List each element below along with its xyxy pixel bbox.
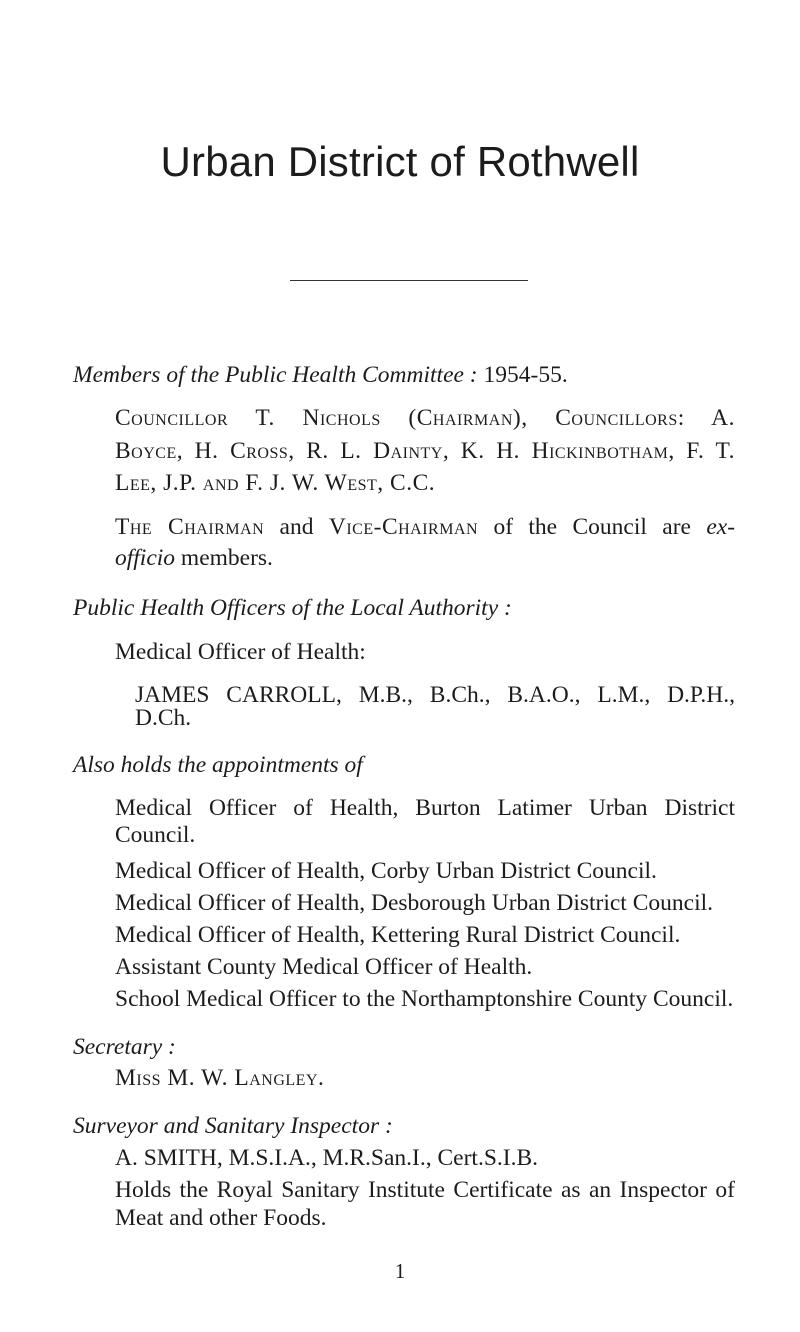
appointment-item: Medical Officer of Health, Desborough Urban District Council.	[115, 890, 713, 916]
committee-year: 1954-55.	[483, 362, 568, 388]
ex-officio-line-1	[115, 512, 735, 542]
page-number: 1	[394, 1259, 406, 1283]
surveyor-name	[115, 1143, 538, 1173]
committee-members-line-2: Boyce, H. Cross, R. L. Dainty, K. H. Hickinbotham, F. T.	[115, 438, 735, 464]
title-divider	[290, 280, 528, 281]
officers-heading: Public Health Officers of the Local Authority :	[73, 595, 512, 621]
ex-officio-chairman: The Chairman	[115, 514, 265, 540]
ex-officio-italic-a: ex-	[706, 514, 736, 540]
moh-name-line-1: JAMES CARROLL, M.B., B.Ch., B.A.O., L.M., D.P.H.,	[135, 682, 735, 708]
secretary-name: Miss M. W. Langley.	[115, 1065, 325, 1091]
ex-officio-line-2	[115, 543, 273, 573]
appointment-item: Medical Officer of Health, Corby Urban District Council.	[115, 858, 657, 884]
page-title: Urban District of Rothwell	[160, 138, 640, 185]
appointment-item: Medical Officer of Health, Kettering Rural District Council.	[115, 922, 681, 948]
ex-officio-vice-chairman: Vice-Chairman	[328, 514, 479, 540]
ex-officio-text: of the Council are	[478, 514, 707, 540]
surveyor-note-line-2: Meat and other Foods.	[115, 1205, 327, 1231]
secretary-heading: Secretary :	[73, 1034, 176, 1060]
appointments-heading: Also holds the appointments of	[73, 752, 363, 778]
committee-members-line-1: Councillor T. Nichols (Chairman), Councillors: A.	[115, 405, 735, 431]
moh-label: Medical Officer of Health:	[115, 639, 366, 665]
appointment-item: School Medical Officer to the Northamptonshire County Council.	[115, 986, 734, 1012]
surveyor-note-line-1: Holds the Royal Sanitary Institute Certificate as an Inspector of	[115, 1177, 735, 1203]
appointment-item: Medical Officer of Health, Burton Latimer Urban District	[115, 795, 735, 821]
appointment-item: Council.	[115, 822, 196, 848]
surveyor-name-text: A. SMITH, M.S.I.A., M.R.San.I., Cert.S.I.B.	[115, 1145, 539, 1171]
ex-officio-and: and	[264, 514, 329, 540]
committee-members-line-3: Lee, J.P. and F. J. W. West, C.C.	[115, 470, 436, 496]
committee-heading-text: Members of the Public Health Committee :	[73, 362, 478, 388]
committee-heading	[73, 360, 568, 390]
moh-name-line-2: D.Ch.	[135, 705, 192, 731]
appointment-item: Assistant County Medical Officer of Health.	[115, 954, 533, 980]
surveyor-heading: Surveyor and Sanitary Inspector :	[73, 1113, 393, 1139]
ex-officio-members: members.	[175, 545, 273, 571]
ex-officio-italic-b: officio	[115, 545, 176, 571]
